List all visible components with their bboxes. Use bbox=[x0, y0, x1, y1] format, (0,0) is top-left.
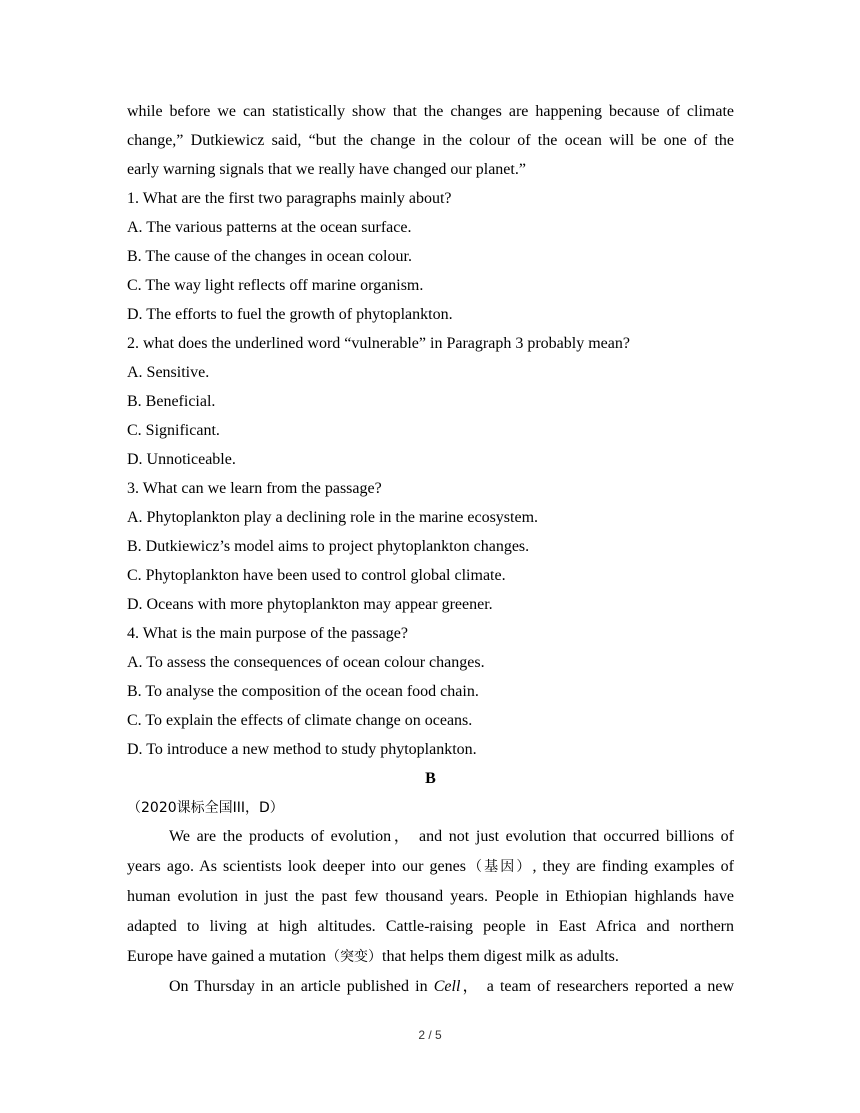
question-4-option-b: B. To analyse the composition of the ocean food chain. bbox=[127, 683, 479, 700]
section-source-text: （2020课标全国III，D） bbox=[127, 800, 284, 816]
paragraph-1-line-2 bbox=[127, 852, 734, 882]
question-3-option-b: B. Dutkiewicz’s model aims to project phytoplankton changes. bbox=[127, 538, 530, 555]
question-4-stem: 4. What is the main purpose of the passage? bbox=[127, 625, 408, 642]
paragraph-1-line-2-cjk: （基因） bbox=[465, 859, 533, 875]
passage-line-1: while before we can statistically show that the changes are happening because of climate bbox=[127, 103, 734, 120]
section-source bbox=[127, 793, 734, 822]
paragraph-1-line-3: human evolution in just the past few thousand years. People in Ethiopian highlands have bbox=[127, 888, 734, 905]
question-2-option-c: C. Significant. bbox=[127, 422, 220, 439]
paragraph-2-part-b: ， a team of researchers reported a new bbox=[460, 978, 734, 995]
paragraph-2-line-1 bbox=[127, 972, 734, 1002]
paragraph-1-line-4: adapted to living at high altitudes. Cattle-raising people in East Africa and northern bbox=[127, 918, 734, 935]
paragraph-1-line-2-part-a: years ago. As scientists look deeper into our genes bbox=[127, 858, 466, 875]
question-3-option-d: D. Oceans with more phytoplankton may appear greener. bbox=[127, 596, 493, 613]
paragraph-1-line-5-part-a: Europe have gained a mutation bbox=[127, 948, 327, 965]
question-1-stem: 1. What are the first two paragraphs mainly about? bbox=[127, 190, 452, 207]
question-2-stem: 2. what does the underlined word “vulnerable” in Paragraph 3 probably mean? bbox=[127, 335, 630, 352]
question-2-option-d: D. Unnoticeable. bbox=[127, 451, 236, 468]
question-2-option-b: B. Beneficial. bbox=[127, 393, 216, 410]
paragraph-1-line-5-part-b: that helps them digest milk as adults. bbox=[382, 948, 619, 965]
paragraph-2-part-a: On Thursday in an article published in bbox=[169, 978, 434, 995]
question-3-option-c: C. Phytoplankton have been used to control global climate. bbox=[127, 567, 506, 584]
paragraph-1-line-1: We are the products of evolution， and not just evolution that occurred billions of bbox=[169, 828, 734, 845]
page-content bbox=[127, 97, 734, 1002]
paragraph-1-line-5-cjk: （突变） bbox=[326, 949, 383, 965]
question-3-stem: 3. What can we learn from the passage? bbox=[127, 480, 382, 497]
question-1-option-d: D. The efforts to fuel the growth of phytoplankton. bbox=[127, 306, 453, 323]
question-3-option-a: A. Phytoplankton play a declining role in the marine ecosystem. bbox=[127, 509, 539, 526]
section-heading: B bbox=[425, 770, 436, 787]
question-4-option-a: A. To assess the consequences of ocean colour changes. bbox=[127, 654, 485, 671]
passage-line-2: change,” Dutkiewicz said, “but the change in the colour of the ocean will be one of the bbox=[127, 132, 734, 149]
paragraph-1-line-5 bbox=[127, 942, 734, 972]
passage-line-3: early warning signals that we really have changed our planet.” bbox=[127, 161, 526, 178]
paragraph-1-line-2-part-b: , they are finding examples of bbox=[532, 858, 734, 875]
question-1-option-b: B. The cause of the changes in ocean colour. bbox=[127, 248, 412, 265]
question-4-option-c: C. To explain the effects of climate change on oceans. bbox=[127, 712, 473, 729]
question-1-option-a: A. The various patterns at the ocean surface. bbox=[127, 219, 412, 236]
page-number: 2 / 5 bbox=[418, 1028, 442, 1042]
question-1-option-c: C. The way light reflects off marine organism. bbox=[127, 277, 424, 294]
journal-name: Cell bbox=[433, 978, 461, 995]
question-2-option-a: A. Sensitive. bbox=[127, 364, 210, 381]
question-4-option-d: D. To introduce a new method to study phytoplankton. bbox=[127, 741, 477, 758]
